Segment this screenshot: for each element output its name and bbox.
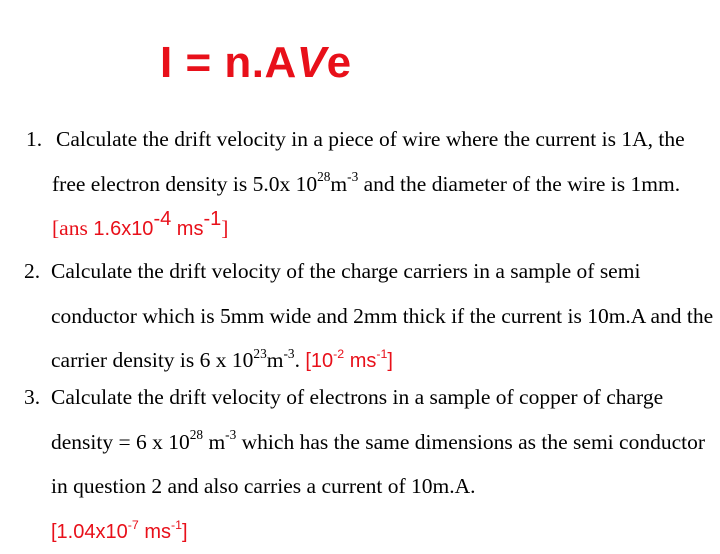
- question-number: 1.: [26, 127, 43, 151]
- superscript: -1: [203, 207, 222, 230]
- superscript: -1: [170, 517, 183, 532]
- question-3: [24, 375, 714, 554]
- question-text-part: m: [266, 348, 284, 372]
- formula-e: e: [326, 38, 352, 87]
- question-text: [51, 375, 714, 554]
- answer-unit: ms: [344, 350, 377, 372]
- question-number: 2.: [24, 259, 41, 283]
- answer: [51, 517, 188, 543]
- answer-value: [1.04x10: [51, 520, 128, 543]
- superscript: 28: [189, 427, 204, 443]
- question-text-part: Calculate the drift velocity of the charge carriers in a sample of semi conductor which is 5mm wide and 2mm thick if the current is 10m.A and the carrier density is 6 x 10: [51, 259, 714, 372]
- answer-value: 1.6x10: [87, 218, 154, 240]
- question-text: [51, 249, 714, 384]
- question-2: [24, 249, 714, 384]
- answer-close: ]: [221, 216, 229, 240]
- answer-unit: ms: [138, 520, 171, 543]
- formula-v: V: [296, 38, 327, 87]
- superscript: -3: [225, 427, 237, 443]
- answer-value: [10: [305, 350, 334, 372]
- question-number: 3.: [24, 385, 41, 409]
- superscript: -2: [333, 347, 345, 362]
- superscript: -3: [347, 169, 359, 185]
- answer-unit: ms: [171, 218, 204, 240]
- superscript: 23: [253, 345, 267, 361]
- superscript: -4: [153, 207, 172, 230]
- question-text-part: which has the same dimensions as the semi conductor in question 2 and also carries a current of 10m.A.: [51, 429, 705, 498]
- answer-close: ]: [182, 520, 188, 543]
- formula-title: [160, 38, 352, 88]
- question-text-part: m: [203, 429, 226, 454]
- superscript: -7: [127, 517, 139, 532]
- answer-close: ]: [387, 350, 393, 372]
- superscript: -3: [283, 345, 295, 361]
- formula-lhs: I = n.A: [160, 38, 297, 87]
- answer: [305, 347, 393, 372]
- question-text-part: Calculate the drift velocity of electrons in a sample of copper of charge density = 6 x 10: [51, 385, 664, 454]
- question-1: [24, 117, 714, 252]
- question-text-part: and the diameter of the wire is 1mm.: [358, 171, 681, 196]
- answer-prefix: [ans: [52, 216, 88, 240]
- question-text: [52, 117, 714, 252]
- question-text-part: .: [294, 348, 306, 372]
- question-text-part: Calculate the drift velocity in a piece of wire where the current is 1A, the free electron density is 5.0x 10: [52, 127, 685, 196]
- question-text-part: m: [330, 171, 348, 196]
- superscript: 28: [317, 169, 331, 185]
- superscript: -1: [376, 347, 388, 362]
- answer: [52, 207, 229, 240]
